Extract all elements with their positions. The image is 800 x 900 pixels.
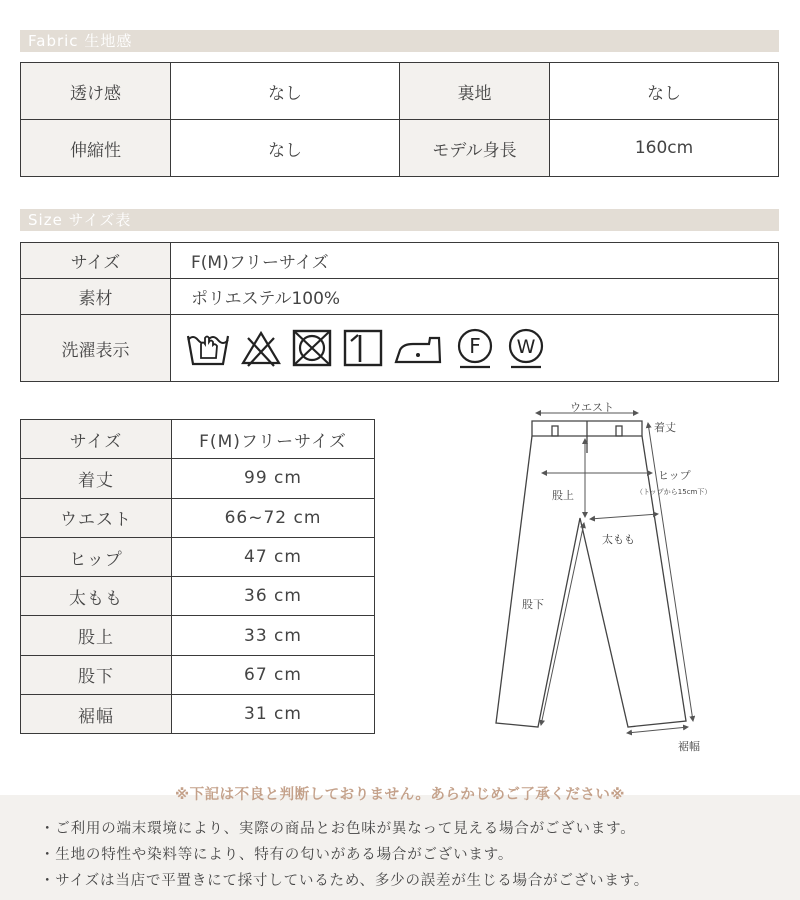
measure-value: 31 cm [172,695,375,734]
fabric-table [20,62,779,177]
pants-diagram [488,393,728,758]
fabric-value-lining: なし [550,63,779,120]
measure-label: ウエスト [21,498,172,537]
table-row [21,537,375,576]
measure-value: 33 cm [172,616,375,655]
table-row [21,695,375,734]
size-info-table [20,242,779,382]
table-row [21,459,375,498]
fabric-value-stretch: なし [171,120,400,177]
label-inseam: 股下 [522,598,544,611]
label-hip: ヒップ [658,469,691,482]
measure-label: 着丈 [21,459,172,498]
label-hem: 裾幅 [678,740,700,753]
label-rise: 股上 [552,489,574,502]
care-letter-w: W [516,336,536,358]
fabric-value-model-height: 160cm [550,120,779,177]
measurements-table [20,419,375,734]
table-row [21,577,375,616]
wet-clean-w-icon [505,327,547,369]
line-dry-icon [342,328,384,368]
measure-label: ヒップ [21,537,172,576]
list-item: ・ご利用の端末環境により、実際の商品とお色味が異なって見える場合がございます。 [40,821,636,837]
fabric-label-sheerness: 透け感 [21,63,171,120]
table-row [21,616,375,655]
fabric-label-lining: 裏地 [400,63,550,120]
care-icons-cell [171,315,779,382]
measure-value: 36 cm [172,577,375,616]
fabric-label-stretch: 伸縮性 [21,120,171,177]
fabric-value-sheerness: なし [171,63,400,120]
notice-title: ※下記は不良と判断しておりません。あらかじめご了承ください※ [174,787,626,803]
measure-header-label: サイズ [21,420,172,459]
fabric-label-model-height: モデル身長 [400,120,550,177]
measure-value: 99 cm [172,459,375,498]
table-row [21,420,375,459]
hem-arrow [627,727,688,733]
table-row [21,279,779,315]
size-label: サイズ [21,243,171,279]
label-hip-note: （トップから15cm下） [636,488,712,496]
dry-clean-f-icon [454,327,496,369]
hand-wash-icon [185,328,231,368]
pants-outline [496,421,686,727]
material-value: ポリエステル100% [171,279,779,315]
care-label: 洗濯表示 [21,315,171,382]
table-row [21,498,375,537]
size-value: F(M)フリーサイズ [171,243,779,279]
measure-label: 裾幅 [21,695,172,734]
label-length: 着丈 [654,421,676,434]
table-row [21,63,779,120]
iron-low-icon [393,328,445,368]
inseam-arrow [541,523,584,725]
no-bleach-icon [240,328,282,368]
measure-header-value: F(M)フリーサイズ [172,420,375,459]
table-row [21,655,375,694]
care-icons [171,327,778,369]
fabric-section-title: Fabric 生地感 [20,30,779,52]
table-row [21,315,779,382]
list-item: ・サイズは当店で平置きにて採寸しているため、多少の誤差が生じる場合がございます。 [40,873,650,889]
label-thigh: 太もも [602,533,635,546]
measure-value: 47 cm [172,537,375,576]
material-label: 素材 [21,279,171,315]
list-item: ・生地の特性や染料等により、特有の匂いがある場合がございます。 [40,847,514,863]
table-row [21,243,779,279]
care-letter-f: F [469,334,481,358]
no-tumble-dry-icon [291,328,333,368]
table-row [21,120,779,177]
measure-value: 66~72 cm [172,498,375,537]
length-arrow [648,423,693,721]
thigh-arrow [590,514,658,519]
measure-label: 太もも [21,577,172,616]
measure-value: 67 cm [172,655,375,694]
notice-list [40,818,649,896]
measure-label: 股上 [21,616,172,655]
size-section-title: Size サイズ表 [20,209,779,231]
measure-label: 股下 [21,655,172,694]
label-waist: ウエスト [570,401,614,414]
